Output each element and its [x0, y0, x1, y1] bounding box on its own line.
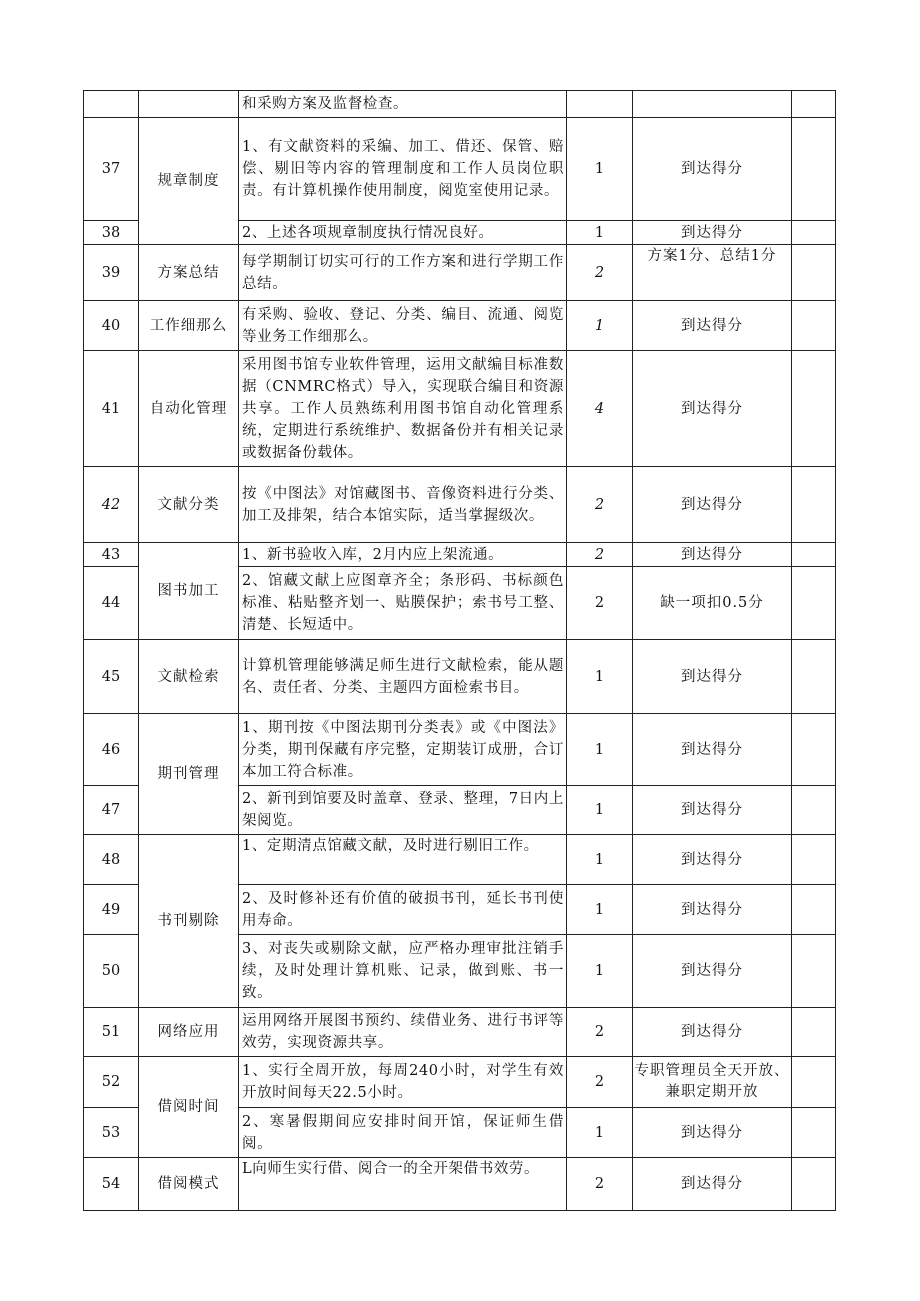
content-cell: 1、新书验收入库，2月内应上架流通。 [239, 543, 567, 567]
remark-cell [792, 1158, 836, 1211]
table-row [84, 351, 836, 467]
rule-cell: 到达得分 [633, 118, 792, 221]
rule-cell: 到达得分 [633, 835, 792, 885]
content-cell: 2、及时修补还有价值的破损书刊，延长书刊使用寿命。 [239, 885, 567, 935]
category-cell: 规章制度 [139, 118, 239, 245]
category-cell: 自动化管理 [139, 351, 239, 467]
score-cell: 2 [567, 467, 633, 543]
score-cell: 1 [567, 118, 633, 221]
content-cell: 和采购方案及监督检查。 [239, 91, 567, 118]
score-cell: 1 [567, 301, 633, 351]
table-row [84, 118, 836, 221]
remark-cell [792, 835, 836, 885]
remark-cell [792, 221, 836, 245]
content-cell: 1、定期清点馆藏文献，及时进行剔旧工作。 [239, 835, 567, 885]
row-number-cell: 48 [84, 835, 139, 885]
rule-cell [633, 91, 792, 118]
remark-cell [792, 1008, 836, 1057]
row-number-cell: 47 [84, 786, 139, 835]
content-cell: 每学期制订切实可行的工作方案和进行学期工作总结。 [239, 245, 567, 301]
row-number-cell: 45 [84, 640, 139, 714]
content-cell: L向师生实行借、阅合一的全开架借书效劳。 [239, 1158, 567, 1211]
rule-cell: 到达得分 [633, 786, 792, 835]
rule-cell: 方案1分、总结1分 [633, 245, 792, 301]
rule-cell: 到达得分 [633, 301, 792, 351]
score-cell: 2 [567, 543, 633, 567]
rule-cell: 到达得分 [633, 885, 792, 935]
row-number-cell: 40 [84, 301, 139, 351]
category-cell [139, 91, 239, 118]
category-cell: 文献检索 [139, 640, 239, 714]
rule-cell: 到达得分 [633, 351, 792, 467]
remark-cell [792, 91, 836, 118]
category-cell: 网络应用 [139, 1008, 239, 1057]
category-cell: 文献分类 [139, 467, 239, 543]
evaluation-table [83, 90, 836, 1211]
score-cell: 2 [567, 1008, 633, 1057]
content-cell: 计算机管理能够满足师生进行文献检索，能从题名、责任者、分类、主题四方面检索书目。 [239, 640, 567, 714]
table-row [84, 1057, 836, 1108]
rule-cell: 到达得分 [633, 1108, 792, 1158]
content-cell: 采用图书馆专业软件管理，运用文献编目标准数据（CNMRC格式）导入，实现联合编目和资源共享。工作人员熟练利用图书馆自动化管理系统，定期进行系统维护、数据备份并有相关记录或数据备份载体。 [239, 351, 567, 467]
remark-cell [792, 567, 836, 640]
rule-cell: 到达得分 [633, 467, 792, 543]
remark-cell [792, 118, 836, 221]
score-cell: 1 [567, 640, 633, 714]
row-number-cell [84, 91, 139, 118]
score-cell: 4 [567, 351, 633, 467]
remark-cell [792, 245, 836, 301]
category-cell: 工作细那么 [139, 301, 239, 351]
rule-cell: 专职管理员全天开放、兼职定期开放 [633, 1057, 792, 1108]
category-cell: 期刊管理 [139, 714, 239, 835]
score-cell: 1 [567, 935, 633, 1008]
table-row [84, 91, 836, 118]
score-cell: 2 [567, 567, 633, 640]
category-cell: 方案总结 [139, 245, 239, 301]
score-cell: 2 [567, 245, 633, 301]
score-cell: 1 [567, 885, 633, 935]
remark-cell [792, 467, 836, 543]
row-number-cell: 43 [84, 543, 139, 567]
row-number-cell: 46 [84, 714, 139, 786]
remark-cell [792, 351, 836, 467]
content-cell: 运用网络开展图书预约、续借业务、进行书评等效劳，实现资源共享。 [239, 1008, 567, 1057]
row-number-cell: 38 [84, 221, 139, 245]
score-cell: 1 [567, 835, 633, 885]
row-number-cell: 54 [84, 1158, 139, 1211]
score-cell: 1 [567, 786, 633, 835]
remark-cell [792, 301, 836, 351]
content-cell: 1、实行全周开放，每周240小时，对学生有效开放时间每天22.5小时。 [239, 1057, 567, 1108]
content-cell: 2、寒暑假期间应安排时间开馆，保证师生借阅。 [239, 1108, 567, 1158]
content-cell: 2、馆藏文献上应图章齐全；条形码、书标颜色标准、粘贴整齐划一、贴膜保护；索书号工整、清楚、长短适中。 [239, 567, 567, 640]
rule-cell: 到达得分 [633, 1158, 792, 1211]
row-number-cell: 49 [84, 885, 139, 935]
rule-cell: 到达得分 [633, 935, 792, 1008]
content-cell: 2、新刊到馆要及时盖章、登录、整理，7日内上架阅览。 [239, 786, 567, 835]
row-number-cell: 42 [84, 467, 139, 543]
table-row [84, 301, 836, 351]
score-cell: 2 [567, 1057, 633, 1108]
row-number-cell: 37 [84, 118, 139, 221]
remark-cell [792, 1057, 836, 1108]
score-cell: 1 [567, 714, 633, 786]
remark-cell [792, 1108, 836, 1158]
row-number-cell: 52 [84, 1057, 139, 1108]
row-number-cell: 44 [84, 567, 139, 640]
table-row [84, 1008, 836, 1057]
score-cell: 1 [567, 221, 633, 245]
table-row [84, 245, 836, 301]
table-row [84, 835, 836, 885]
rule-cell: 到达得分 [633, 640, 792, 714]
remark-cell [792, 885, 836, 935]
remark-cell [792, 640, 836, 714]
table-row [84, 1158, 836, 1211]
table-row [84, 467, 836, 543]
row-number-cell: 39 [84, 245, 139, 301]
category-cell: 借阅模式 [139, 1158, 239, 1211]
content-cell: 按《中图法》对馆藏图书、音像资料进行分类、加工及排架，结合本馆实际，适当掌握级次。 [239, 467, 567, 543]
rule-cell: 到达得分 [633, 1008, 792, 1057]
category-cell: 书刊剔除 [139, 835, 239, 1008]
score-cell [567, 91, 633, 118]
rule-cell: 到达得分 [633, 221, 792, 245]
row-number-cell: 41 [84, 351, 139, 467]
row-number-cell: 53 [84, 1108, 139, 1158]
table-row [84, 640, 836, 714]
rule-cell: 到达得分 [633, 714, 792, 786]
row-number-cell: 50 [84, 935, 139, 1008]
table-row [84, 543, 836, 567]
content-cell: 1、有文献资料的采编、加工、借还、保管、赔偿、剔旧等内容的管理制度和工作人员岗位职责。有计算机操作使用制度，阅览室使用记录。 [239, 118, 567, 221]
score-cell: 2 [567, 1158, 633, 1211]
content-cell: 1、期刊按《中图法期刊分类表》或《中图法》分类，期刊保藏有序完整，定期装订成册，合订本加工符合标准。 [239, 714, 567, 786]
remark-cell [792, 935, 836, 1008]
row-number-cell: 51 [84, 1008, 139, 1057]
content-cell: 有采购、验收、登记、分类、编目、流通、阅览等业务工作细那么。 [239, 301, 567, 351]
rule-cell: 到达得分 [633, 543, 792, 567]
score-cell: 1 [567, 1108, 633, 1158]
content-cell: 3、对丧失或剔除文献，应严格办理审批注销手续，及时处理计算机账、记录，做到账、书一致。 [239, 935, 567, 1008]
category-cell: 图书加工 [139, 543, 239, 640]
table-row [84, 714, 836, 786]
remark-cell [792, 714, 836, 786]
rule-cell: 缺一项扣0.5分 [633, 567, 792, 640]
remark-cell [792, 543, 836, 567]
content-cell: 2、上述各项规章制度执行情况良好。 [239, 221, 567, 245]
remark-cell [792, 786, 836, 835]
category-cell: 借阅时间 [139, 1057, 239, 1158]
